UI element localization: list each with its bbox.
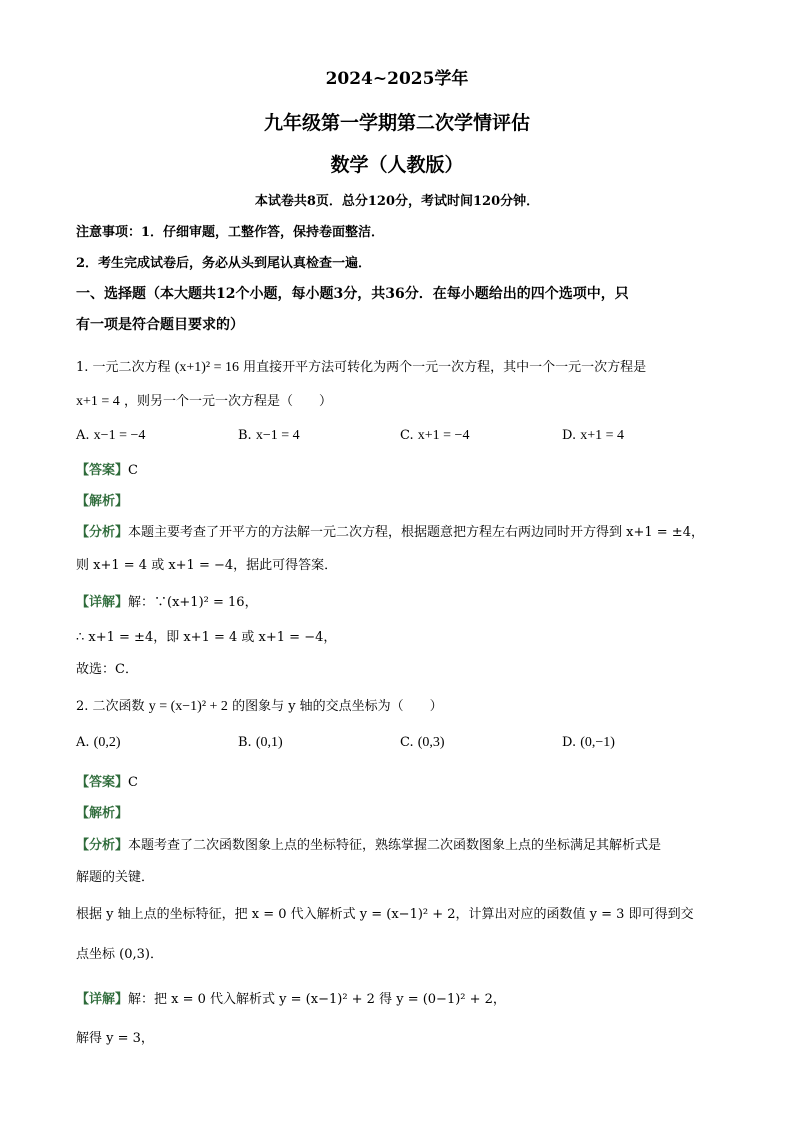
- q1-option-b: [238, 428, 300, 444]
- option-expr: (0,3): [417, 735, 445, 750]
- q1-stem-line-2: [76, 390, 332, 410]
- q1-detail-line-1: [76, 591, 258, 610]
- fenxi-tag: 【分析】: [76, 838, 129, 853]
- answer-value: C: [128, 775, 138, 790]
- option-expr: (0,2): [93, 735, 121, 750]
- option-expr: x−1 = −4: [93, 428, 146, 443]
- section-heading-line-2: 有一项是符合题目要求的）: [76, 317, 244, 333]
- q2-option-d: [562, 735, 615, 751]
- q2-fenxi-line-2: 解题的关键．: [76, 870, 155, 885]
- q2-stem: [76, 695, 443, 715]
- q2-option-b: [238, 735, 283, 751]
- q2-number: 2.: [76, 699, 89, 714]
- fenxi-text: 本题主要考查了开平方的方法解一元二次方程，根据题意把方程左右两边同时开方得到 x+1 = ±4，: [128, 525, 704, 540]
- answer-tag: 【答案】: [76, 775, 129, 790]
- q1-detail-line-2: ∴ x+1 = ±4，即 x+1 = 4 或 x+1 = −4，: [76, 630, 337, 645]
- option-letter: B.: [238, 428, 252, 443]
- q1-text-b: 用直接开平方法可转化为两个一元一次方程，其中一个一元一次方程是: [243, 360, 647, 375]
- q1-text-c: ，则另一个一元一次方程是（ ）: [123, 394, 332, 409]
- option-expr: x+1 = 4: [580, 428, 625, 443]
- option-expr: (0,1): [255, 735, 283, 750]
- option-letter: D.: [562, 428, 577, 443]
- q1-fenxi-line-1: [76, 521, 704, 540]
- q1-equation-2: x+1 = 4: [76, 394, 120, 409]
- q1-option-a: [76, 428, 145, 444]
- option-expr: x−1 = 4: [255, 428, 300, 443]
- q1-number: 1.: [76, 360, 89, 375]
- notes-line-1: 注意事项：1．仔细审题，工整作答，保持卷面整洁．: [76, 225, 385, 240]
- fenxi-tag: 【分析】: [76, 525, 129, 540]
- option-letter: C.: [400, 428, 414, 443]
- exam-info: 本试卷共8页．总分120分，考试时间120分钟．: [254, 194, 540, 209]
- q2-equation: y = (x−1)² + 2: [148, 699, 228, 714]
- q1-equation: (x+1)² = 16: [174, 360, 240, 375]
- detail-tag: 【详解】: [76, 595, 129, 610]
- fenxi-text: 本题考查了二次函数图象上点的坐标特征，熟练掌握二次函数图象上点的坐标满足其解析式是: [128, 838, 662, 853]
- q2-option-c: [400, 735, 445, 751]
- detail-tag: 【详解】: [76, 992, 129, 1007]
- notes-line-2: 2．考生完成试卷后，务必从头到尾认真检查一遍．: [76, 256, 372, 271]
- year-heading: 2024~2025学年: [325, 69, 469, 89]
- q2-fenxi-line-1: [76, 834, 661, 853]
- option-expr: x+1 = −4: [417, 428, 470, 443]
- q2-analysis-tag: 【解析】: [76, 806, 129, 821]
- q2-option-a: [76, 735, 121, 751]
- option-expr: (0,−1): [580, 735, 615, 750]
- answer-value: C: [128, 463, 138, 478]
- q1-analysis-tag: 【解析】: [76, 494, 129, 509]
- subject-title: 数学（人教版）: [330, 154, 464, 176]
- q2-text-b: 的图象与 y 轴的交点坐标为（ ）: [232, 699, 443, 714]
- option-letter: A.: [76, 735, 90, 750]
- exam-title: 九年级第一学期第二次学情评估: [263, 112, 530, 134]
- q2-detail-line-1: [76, 988, 506, 1007]
- q2-fenxi-line-3: 根据 y 轴上点的坐标特征，把 x = 0 代入解析式 y = (x−1)² + 2，计算出对应的函数值 y = 3 即可得到交: [76, 907, 694, 922]
- q1-text-a: 一元二次方程: [92, 360, 171, 375]
- option-letter: D.: [562, 735, 577, 750]
- q2-fenxi-line-4: 点坐标 (0,3)．: [76, 947, 163, 962]
- q1-option-d: [562, 428, 624, 444]
- option-letter: C.: [400, 735, 414, 750]
- q1-stem-line-1: [76, 356, 646, 376]
- q1-option-c: [400, 428, 469, 444]
- option-letter: B.: [238, 735, 252, 750]
- q2-text-a: 二次函数: [92, 699, 145, 714]
- q2-answer: [76, 771, 138, 790]
- q1-answer: [76, 459, 138, 478]
- q1-detail-line-3: 故选：C．: [76, 662, 138, 677]
- q1-fenxi-line-2: 则 x+1 = 4 或 x+1 = −4，据此可得答案．: [76, 558, 338, 573]
- q2-detail-line-2: 解得 y = 3，: [76, 1031, 154, 1046]
- detail-text: 解：把 x = 0 代入解析式 y = (x−1)² + 2 得 y = (0−1)² + 2，: [128, 992, 506, 1007]
- option-letter: A.: [76, 428, 90, 443]
- detail-text: 解：∵(x+1)² = 16，: [128, 595, 258, 610]
- answer-tag: 【答案】: [76, 463, 129, 478]
- section-heading-line-1: 一、选择题（本大题共12个小题，每小题3分，共36分．在每小题给出的四个选项中，只: [76, 286, 629, 302]
